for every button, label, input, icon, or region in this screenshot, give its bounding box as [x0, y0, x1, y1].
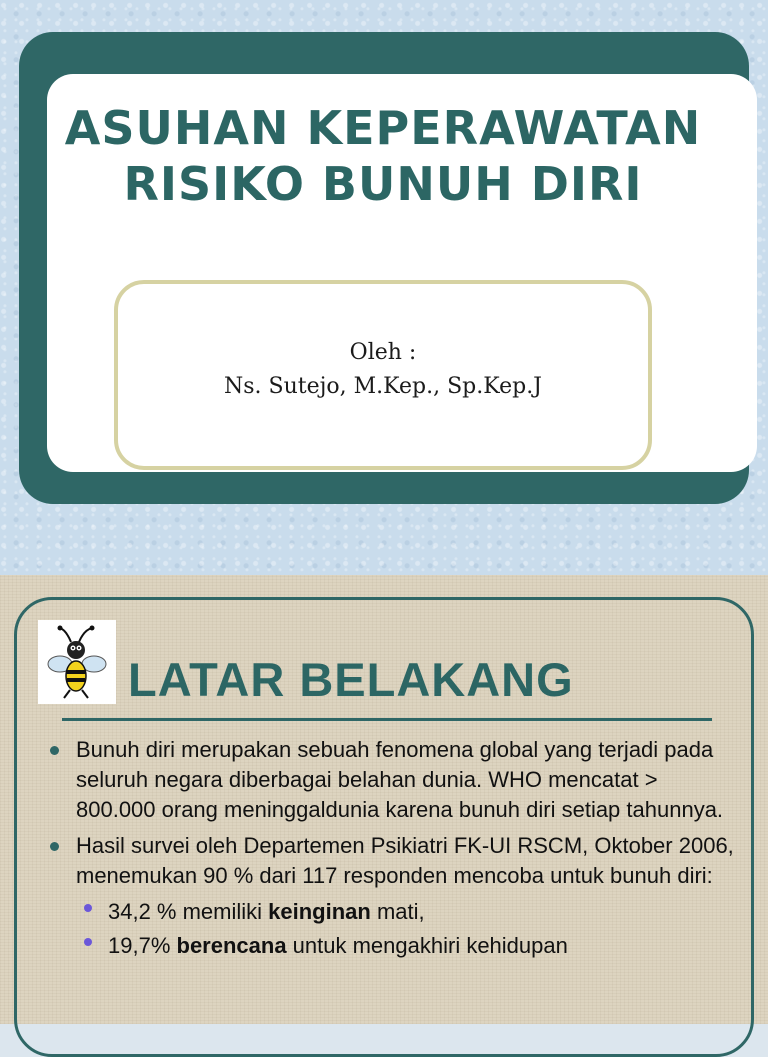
sub-bullet-pre: 19,7% — [108, 933, 177, 958]
sub-bullet-dot-icon — [84, 904, 92, 912]
sub-list-item — [46, 931, 736, 961]
list-item — [46, 831, 736, 891]
bullet-dot-icon — [50, 746, 59, 755]
bee-icon — [38, 620, 116, 704]
bullet-dot-icon — [50, 842, 59, 851]
sub-bullet-pre: 34,2 % memiliki — [108, 899, 269, 924]
presentation-title — [28, 100, 738, 212]
sub-bullet-emphasis: berencana — [176, 933, 287, 958]
slide-heading: LATAR BELAKANG — [128, 653, 574, 706]
title-line-1: ASUHAN KEPERAWATAN — [64, 101, 702, 155]
author-name: Ns. Sutejo, M.Kep., Sp.Kep.J — [223, 374, 543, 399]
sub-bullet-post: mati, — [370, 899, 425, 924]
author-block — [114, 336, 652, 404]
sub-bullet-post: untuk mengakhiri kehidupan — [286, 933, 568, 958]
content-slide — [0, 575, 768, 1024]
sub-bullet-dot-icon — [84, 938, 92, 946]
sub-list-item — [46, 897, 736, 927]
list-item — [46, 735, 736, 825]
bullet-list — [46, 735, 736, 965]
title-line-2: RISIKO BUNUH DIRI — [123, 157, 643, 211]
heading-divider — [62, 718, 712, 721]
author-label: Oleh : — [349, 340, 417, 365]
bullet-text: Bunuh diri merupakan sebuah fenomena global yang terjadi pada seluruh negara diberbagai belahan dunia. WHO mencatat > 800.000 orang meninggaldunia karena bunuh diri setiap tahunnya. — [76, 737, 724, 822]
sub-bullet-emphasis: keinginan — [268, 899, 371, 924]
bullet-text: Hasil survei oleh Departemen Psikiatri FK-UI RSCM, Oktober 2006, menemukan 90 % dari 117 responden mencoba untuk bunuh diri: — [76, 833, 734, 888]
